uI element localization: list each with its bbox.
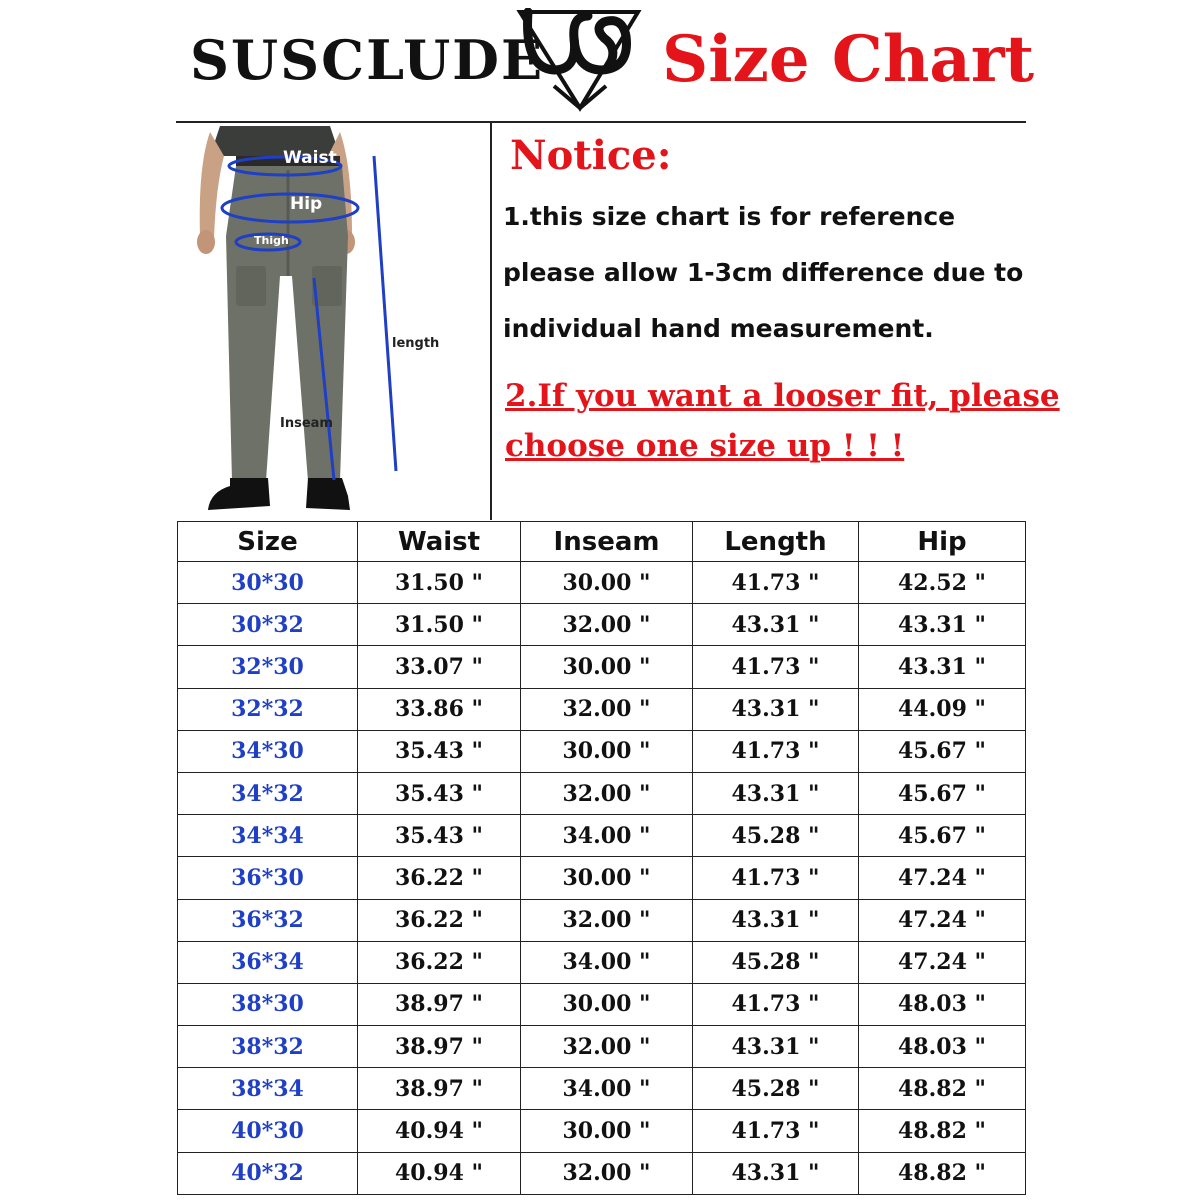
size-cell: 36*32 bbox=[178, 899, 358, 941]
size-cell: 30*30 bbox=[178, 562, 358, 604]
waist-cell: 40.94 " bbox=[358, 1152, 521, 1194]
length-cell: 41.73 " bbox=[693, 646, 859, 688]
size-cell: 32*32 bbox=[178, 688, 358, 730]
inseam-cell: 34.00 " bbox=[521, 1068, 693, 1110]
notice-line-3: individual hand measurement. bbox=[503, 314, 934, 343]
length-cell: 41.73 " bbox=[693, 857, 859, 899]
inseam-cell: 32.00 " bbox=[521, 772, 693, 814]
table-row bbox=[178, 815, 1026, 857]
length-cell: 43.31 " bbox=[693, 899, 859, 941]
inseam-cell: 30.00 " bbox=[521, 646, 693, 688]
hip-cell: 48.82 " bbox=[859, 1110, 1026, 1152]
size-table bbox=[177, 521, 1026, 1195]
size-cell: 36*34 bbox=[178, 941, 358, 983]
size-cell: 36*30 bbox=[178, 857, 358, 899]
waist-cell: 35.43 " bbox=[358, 815, 521, 857]
brand-name: SUSCLUDE bbox=[190, 28, 545, 92]
inseam-cell: 30.00 " bbox=[521, 857, 693, 899]
waist-cell: 31.50 " bbox=[358, 562, 521, 604]
size-cell: 34*32 bbox=[178, 772, 358, 814]
table-row bbox=[178, 604, 1026, 646]
length-cell: 43.31 " bbox=[693, 1152, 859, 1194]
length-label: length bbox=[392, 336, 440, 351]
hip-cell: 48.82 " bbox=[859, 1152, 1026, 1194]
header-inseam: Inseam bbox=[521, 522, 693, 562]
hip-cell: 42.52 " bbox=[859, 562, 1026, 604]
notice-looser-fit-line-1: 2.If you want a looser fit, please bbox=[505, 378, 1060, 414]
table-row bbox=[178, 646, 1026, 688]
inseam-cell: 32.00 " bbox=[521, 1152, 693, 1194]
waist-cell: 36.22 " bbox=[358, 857, 521, 899]
size-table-body bbox=[178, 562, 1026, 1195]
length-cell: 41.73 " bbox=[693, 1110, 859, 1152]
hip-cell: 48.03 " bbox=[859, 1026, 1026, 1068]
size-chart-title: Size Chart bbox=[662, 22, 1035, 97]
hip-cell: 44.09 " bbox=[859, 688, 1026, 730]
notice-looser-fit-line-2: choose one size up ! ! ! bbox=[505, 428, 905, 464]
waist-cell: 31.50 " bbox=[358, 604, 521, 646]
inseam-cell: 30.00 " bbox=[521, 1110, 693, 1152]
size-cell: 40*30 bbox=[178, 1110, 358, 1152]
size-cell: 34*34 bbox=[178, 815, 358, 857]
size-cell: 40*32 bbox=[178, 1152, 358, 1194]
length-cell: 43.31 " bbox=[693, 1026, 859, 1068]
hip-cell: 45.67 " bbox=[859, 730, 1026, 772]
header-divider bbox=[176, 121, 1026, 123]
length-cell: 41.73 " bbox=[693, 983, 859, 1025]
size-cell: 32*30 bbox=[178, 646, 358, 688]
length-cell: 41.73 " bbox=[693, 730, 859, 772]
inseam-cell: 34.00 " bbox=[521, 815, 693, 857]
table-row bbox=[178, 1068, 1026, 1110]
waist-cell: 40.94 " bbox=[358, 1110, 521, 1152]
hip-cell: 47.24 " bbox=[859, 941, 1026, 983]
inseam-cell: 32.00 " bbox=[521, 604, 693, 646]
inseam-label: Inseam bbox=[280, 416, 333, 431]
size-cell: 30*32 bbox=[178, 604, 358, 646]
table-row bbox=[178, 857, 1026, 899]
hip-cell: 43.31 " bbox=[859, 604, 1026, 646]
table-row bbox=[178, 1026, 1026, 1068]
hip-cell: 45.67 " bbox=[859, 815, 1026, 857]
size-cell: 38*30 bbox=[178, 983, 358, 1025]
waist-cell: 38.97 " bbox=[358, 983, 521, 1025]
notice-title: Notice: bbox=[510, 132, 672, 179]
waist-cell: 35.43 " bbox=[358, 772, 521, 814]
hip-cell: 47.24 " bbox=[859, 857, 1026, 899]
length-cell: 41.73 " bbox=[693, 562, 859, 604]
size-cell: 38*32 bbox=[178, 1026, 358, 1068]
inseam-cell: 32.00 " bbox=[521, 899, 693, 941]
table-row bbox=[178, 899, 1026, 941]
hip-cell: 45.67 " bbox=[859, 772, 1026, 814]
size-cell: 34*30 bbox=[178, 730, 358, 772]
inseam-cell: 32.00 " bbox=[521, 1026, 693, 1068]
inseam-cell: 34.00 " bbox=[521, 941, 693, 983]
table-row bbox=[178, 730, 1026, 772]
length-cell: 45.28 " bbox=[693, 815, 859, 857]
table-row bbox=[178, 1152, 1026, 1194]
waist-cell: 36.22 " bbox=[358, 899, 521, 941]
inseam-cell: 32.00 " bbox=[521, 688, 693, 730]
waist-cell: 38.97 " bbox=[358, 1068, 521, 1110]
inseam-cell: 30.00 " bbox=[521, 562, 693, 604]
length-cell: 43.31 " bbox=[693, 688, 859, 730]
hip-cell: 47.24 " bbox=[859, 899, 1026, 941]
table-row bbox=[178, 1110, 1026, 1152]
table-row bbox=[178, 688, 1026, 730]
waist-cell: 36.22 " bbox=[358, 941, 521, 983]
table-row bbox=[178, 983, 1026, 1025]
hip-cell: 48.82 " bbox=[859, 1068, 1026, 1110]
model-wearing-pants-illustration bbox=[180, 126, 485, 518]
waist-label: Waist bbox=[283, 148, 337, 168]
hip-cell: 48.03 " bbox=[859, 983, 1026, 1025]
waist-cell: 35.43 " bbox=[358, 730, 521, 772]
header-size: Size bbox=[178, 522, 358, 562]
waist-cell: 33.86 " bbox=[358, 688, 521, 730]
length-guide bbox=[374, 156, 396, 471]
inseam-cell: 30.00 " bbox=[521, 730, 693, 772]
length-cell: 45.28 " bbox=[693, 1068, 859, 1110]
table-row bbox=[178, 562, 1026, 604]
inseam-cell: 30.00 " bbox=[521, 983, 693, 1025]
header-hip: Hip bbox=[859, 522, 1026, 562]
length-cell: 45.28 " bbox=[693, 941, 859, 983]
thigh-label: Thigh bbox=[254, 234, 289, 247]
table-row bbox=[178, 941, 1026, 983]
table-header-row bbox=[178, 522, 1026, 562]
table-row bbox=[178, 772, 1026, 814]
notice-line-2: please allow 1-3cm difference due to bbox=[503, 258, 1024, 287]
hip-label: Hip bbox=[290, 194, 323, 214]
waist-cell: 33.07 " bbox=[358, 646, 521, 688]
length-cell: 43.31 " bbox=[693, 772, 859, 814]
section-divider bbox=[490, 122, 492, 520]
size-cell: 38*34 bbox=[178, 1068, 358, 1110]
waist-cell: 38.97 " bbox=[358, 1026, 521, 1068]
length-cell: 43.31 " bbox=[693, 604, 859, 646]
header-waist: Waist bbox=[358, 522, 521, 562]
notice-line-1: 1.this size chart is for reference bbox=[503, 202, 956, 231]
brand-logo-icon bbox=[514, 8, 644, 112]
header-length: Length bbox=[693, 522, 859, 562]
pants-measurement-figure bbox=[180, 126, 485, 518]
hip-cell: 43.31 " bbox=[859, 646, 1026, 688]
